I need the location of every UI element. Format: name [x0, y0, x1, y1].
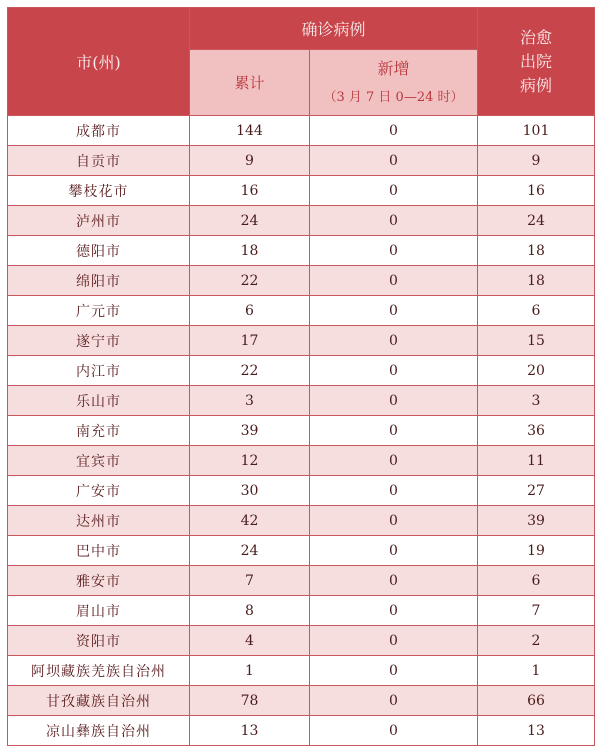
- cured-cell: 18: [478, 266, 595, 296]
- new-cases-date: （3 月 7 日 0—24 时）: [323, 89, 464, 105]
- city-cell: 德阳市: [8, 236, 190, 266]
- cured-cell: 13: [478, 716, 595, 746]
- city-cell: 阿坝藏族羌族自治州: [8, 656, 190, 686]
- table-row: [8, 266, 595, 296]
- table-row: [8, 116, 595, 146]
- total-cell: 78: [190, 686, 310, 716]
- new-cell: 0: [310, 716, 478, 746]
- table-row: [8, 386, 595, 416]
- total-cell: 1: [190, 656, 310, 686]
- table-row: [8, 236, 595, 266]
- total-cell: 12: [190, 446, 310, 476]
- table-row: [8, 596, 595, 626]
- cured-cell: 11: [478, 446, 595, 476]
- new-cell: 0: [310, 386, 478, 416]
- city-cell: 南充市: [8, 416, 190, 446]
- new-cell: 0: [310, 566, 478, 596]
- new-cases-label: 新增: [377, 58, 410, 78]
- city-cell: 乐山市: [8, 386, 190, 416]
- city-header: 市(州): [8, 8, 190, 116]
- new-cell: 0: [310, 476, 478, 506]
- city-cell: 遂宁市: [8, 326, 190, 356]
- new-cell: 0: [310, 686, 478, 716]
- total-cell: 39: [190, 416, 310, 446]
- new-cell: 0: [310, 536, 478, 566]
- total-cell: 4: [190, 626, 310, 656]
- new-cell: 0: [310, 236, 478, 266]
- table-row: [8, 176, 595, 206]
- total-cell: 144: [190, 116, 310, 146]
- cured-cell: 15: [478, 326, 595, 356]
- cured-cell: 27: [478, 476, 595, 506]
- new-cell: 0: [310, 356, 478, 386]
- cured-cell: 18: [478, 236, 595, 266]
- cured-cell: 19: [478, 536, 595, 566]
- case-table-container: [7, 7, 594, 748]
- city-cell: 资阳市: [8, 626, 190, 656]
- new-cell: 0: [310, 206, 478, 236]
- city-cell: 眉山市: [8, 596, 190, 626]
- total-cell: 16: [190, 176, 310, 206]
- total-cell: 22: [190, 356, 310, 386]
- cured-cell: 101: [478, 116, 595, 146]
- cured-header: [478, 8, 595, 116]
- cured-cell: 6: [478, 566, 595, 596]
- new-cell: 0: [310, 506, 478, 536]
- table-row: [8, 146, 595, 176]
- total-cell: 22: [190, 266, 310, 296]
- cured-header-line-2: 出院: [520, 51, 553, 71]
- confirmed-header: 确诊病例: [190, 8, 478, 50]
- table-row: [8, 326, 595, 356]
- total-cell: 24: [190, 206, 310, 236]
- city-cell: 凉山彝族自治州: [8, 716, 190, 746]
- cured-cell: 16: [478, 176, 595, 206]
- cumulative-header: 累计: [190, 50, 310, 116]
- new-cell: 0: [310, 176, 478, 206]
- city-cell: 雅安市: [8, 566, 190, 596]
- table-row: [8, 356, 595, 386]
- total-cell: 3: [190, 386, 310, 416]
- table-row: [8, 506, 595, 536]
- table-row: [8, 416, 595, 446]
- city-cell: 广元市: [8, 296, 190, 326]
- city-cell: 泸州市: [8, 206, 190, 236]
- city-cell: 绵阳市: [8, 266, 190, 296]
- new-cell: 0: [310, 626, 478, 656]
- city-cell: 成都市: [8, 116, 190, 146]
- city-cell: 内江市: [8, 356, 190, 386]
- new-cell: 0: [310, 596, 478, 626]
- cured-cell: 7: [478, 596, 595, 626]
- cured-cell: 20: [478, 356, 595, 386]
- cured-cell: 2: [478, 626, 595, 656]
- cured-cell: 39: [478, 506, 595, 536]
- city-cell: 巴中市: [8, 536, 190, 566]
- new-cell: 0: [310, 656, 478, 686]
- table-row: [8, 566, 595, 596]
- table-row: [8, 296, 595, 326]
- new-cell: 0: [310, 326, 478, 356]
- new-cell: 0: [310, 446, 478, 476]
- table-row: [8, 536, 595, 566]
- city-cell: 宜宾市: [8, 446, 190, 476]
- new-cell: 0: [310, 296, 478, 326]
- total-cell: 6: [190, 296, 310, 326]
- new-cases-header: [310, 50, 478, 116]
- total-cell: 9: [190, 146, 310, 176]
- cured-cell: 9: [478, 146, 595, 176]
- cured-cell: 6: [478, 296, 595, 326]
- total-cell: 24: [190, 536, 310, 566]
- new-cell: 0: [310, 266, 478, 296]
- cured-header-line-3: 病例: [520, 75, 553, 95]
- case-table: [7, 7, 595, 746]
- new-cell: 0: [310, 416, 478, 446]
- new-cell: 0: [310, 146, 478, 176]
- new-cell: 0: [310, 116, 478, 146]
- table-row: [8, 446, 595, 476]
- total-cell: 18: [190, 236, 310, 266]
- cured-header-line-1: 治愈: [520, 27, 553, 47]
- table-row: [8, 206, 595, 236]
- total-cell: 30: [190, 476, 310, 506]
- city-cell: 达州市: [8, 506, 190, 536]
- total-cell: 7: [190, 566, 310, 596]
- total-cell: 17: [190, 326, 310, 356]
- table-row: [8, 656, 595, 686]
- city-cell: 自贡市: [8, 146, 190, 176]
- table-row: [8, 716, 595, 746]
- total-cell: 42: [190, 506, 310, 536]
- cured-cell: 36: [478, 416, 595, 446]
- table-row: [8, 686, 595, 716]
- table-row: [8, 476, 595, 506]
- cured-cell: 24: [478, 206, 595, 236]
- total-cell: 13: [190, 716, 310, 746]
- city-cell: 广安市: [8, 476, 190, 506]
- total-cell: 8: [190, 596, 310, 626]
- cured-cell: 1: [478, 656, 595, 686]
- cured-cell: 3: [478, 386, 595, 416]
- city-cell: 攀枝花市: [8, 176, 190, 206]
- table-row: [8, 626, 595, 656]
- city-cell: 甘孜藏族自治州: [8, 686, 190, 716]
- cured-cell: 66: [478, 686, 595, 716]
